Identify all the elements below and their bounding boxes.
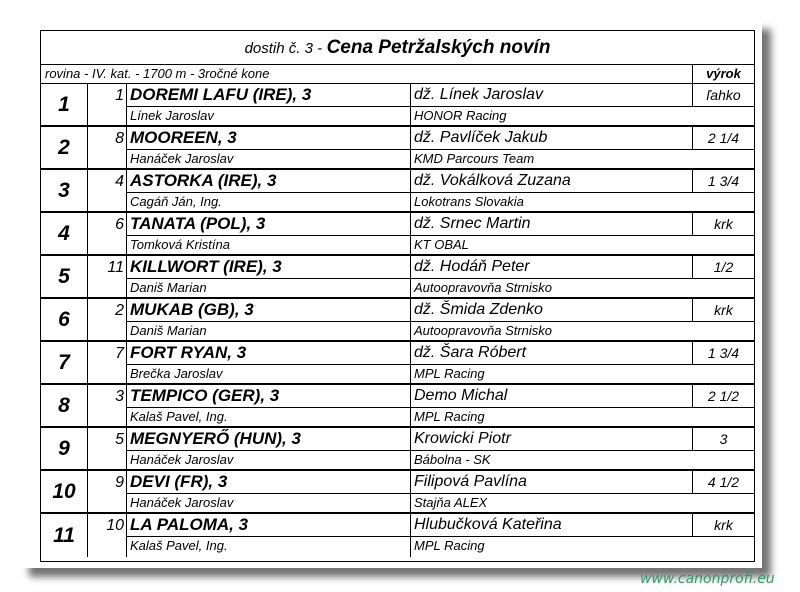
entry-main-line bbox=[127, 213, 754, 236]
owner-name: MPL Racing bbox=[414, 366, 485, 381]
owner-name: Bábolna - SK bbox=[414, 452, 491, 467]
race-title-name: Cena Petržalských novín bbox=[326, 37, 551, 58]
jockey-name: dž. Pavlíček Jakub bbox=[411, 127, 693, 149]
jockey-name: dž. Srnec Martin bbox=[411, 213, 693, 235]
place: 6 bbox=[41, 299, 88, 340]
winning-margin: 3 bbox=[719, 431, 728, 447]
owner-name: Lokotrans Slovakia bbox=[414, 194, 524, 209]
table-row bbox=[41, 471, 754, 514]
results-table bbox=[40, 30, 755, 562]
winning-margin: krk bbox=[714, 302, 733, 318]
place: 4 bbox=[41, 213, 88, 254]
start-number: 11 bbox=[88, 256, 127, 297]
results-sheet bbox=[20, 20, 762, 568]
table-row bbox=[41, 256, 754, 299]
entry-main-line bbox=[127, 428, 754, 451]
winning-margin: 2 1/4 bbox=[707, 130, 740, 146]
horse-name: ASTORKA (IRE), 3 bbox=[127, 170, 411, 192]
entry-details bbox=[127, 127, 754, 168]
horse-name: TEMPICO (GER), 3 bbox=[127, 385, 411, 407]
place: 2 bbox=[41, 127, 88, 168]
race-conditions: rovina - IV. kat. - 1700 m - 3ročné kone bbox=[41, 65, 693, 83]
entry-details bbox=[127, 342, 754, 383]
table-row bbox=[41, 299, 754, 342]
horse-name: MOOREEN, 3 bbox=[127, 127, 411, 149]
trainer-name: Hanáček Jaroslav bbox=[127, 451, 411, 469]
winning-margin: 1/2 bbox=[713, 259, 734, 275]
owner-name: MPL Racing bbox=[414, 538, 485, 553]
place: 3 bbox=[41, 170, 88, 211]
owner-name: KT OBAL bbox=[414, 237, 469, 252]
place: 1 bbox=[41, 84, 88, 125]
start-number: 8 bbox=[88, 127, 127, 168]
trainer-name: Cagáň Ján, Ing. bbox=[127, 193, 411, 211]
entry-main-line bbox=[127, 342, 754, 365]
owner-name: Stajňa ALEX bbox=[414, 495, 488, 510]
horse-name: LA PALOMA, 3 bbox=[127, 514, 411, 536]
jockey-name: dž. Šmida Zdenko bbox=[411, 299, 693, 321]
race-title bbox=[41, 31, 754, 65]
margin-header: výrok bbox=[706, 66, 741, 81]
start-number: 6 bbox=[88, 213, 127, 254]
entry-sub-line bbox=[127, 408, 754, 426]
entry-main-line bbox=[127, 84, 754, 107]
entry-sub-line bbox=[127, 193, 754, 211]
trainer-name: Daniš Marian bbox=[127, 279, 411, 297]
start-number: 5 bbox=[88, 428, 127, 469]
table-row bbox=[41, 84, 754, 127]
start-number: 3 bbox=[88, 385, 127, 426]
place: 11 bbox=[41, 514, 88, 557]
start-number: 4 bbox=[88, 170, 127, 211]
entry-main-line bbox=[127, 256, 754, 279]
entry-sub-line bbox=[127, 365, 754, 383]
trainer-name: Tomková Kristína bbox=[127, 236, 411, 254]
entry-sub-line bbox=[127, 150, 754, 168]
trainer-name: Daniš Marian bbox=[127, 322, 411, 340]
owner-name: KMD Parcours Team bbox=[414, 151, 535, 166]
entry-main-line bbox=[127, 299, 754, 322]
owner-name: HONOR Racing bbox=[414, 108, 507, 123]
owner-name: Autoopravovňa Strnisko bbox=[414, 323, 553, 338]
table-row bbox=[41, 342, 754, 385]
start-number: 10 bbox=[88, 514, 127, 557]
horse-name: DEVI (FR), 3 bbox=[127, 471, 411, 493]
trainer-name: Brečka Jaroslav bbox=[127, 365, 411, 383]
table-row bbox=[41, 170, 754, 213]
entry-details bbox=[127, 428, 754, 469]
entry-sub-line bbox=[127, 236, 754, 254]
place: 5 bbox=[41, 256, 88, 297]
entry-main-line bbox=[127, 471, 754, 494]
entry-details bbox=[127, 514, 754, 557]
entry-sub-line bbox=[127, 451, 754, 469]
horse-name: MUKAB (GB), 3 bbox=[127, 299, 411, 321]
start-number: 1 bbox=[88, 84, 127, 125]
horse-name: TANATA (POL), 3 bbox=[127, 213, 411, 235]
entry-main-line bbox=[127, 385, 754, 408]
entry-sub-line bbox=[127, 279, 754, 297]
trainer-name: Kalaš Pavel, Ing. bbox=[127, 408, 411, 426]
table-row bbox=[41, 127, 754, 170]
jockey-name: dž. Šara Róbert bbox=[411, 342, 693, 364]
entry-details bbox=[127, 256, 754, 297]
winning-margin: 1 3/4 bbox=[707, 173, 740, 189]
entry-main-line bbox=[127, 127, 754, 150]
watermark: www.canonprofi.eu bbox=[640, 571, 775, 587]
entry-sub-line bbox=[127, 537, 754, 557]
horse-name: KILLWORT (IRE), 3 bbox=[127, 256, 411, 278]
entry-sub-line bbox=[127, 107, 754, 125]
winning-margin: krk bbox=[714, 517, 733, 533]
entry-details bbox=[127, 84, 754, 125]
horse-name: MEGNYERŐ (HUN), 3 bbox=[127, 428, 411, 450]
jockey-name: Krowicki Piotr bbox=[411, 428, 693, 450]
entry-sub-line bbox=[127, 322, 754, 340]
jockey-name: dž. Vokálková Zuzana bbox=[411, 170, 693, 192]
jockey-name: Demo Michal bbox=[411, 385, 693, 407]
trainer-name: Kalaš Pavel, Ing. bbox=[127, 537, 411, 557]
trainer-name: Línek Jaroslav bbox=[127, 107, 411, 125]
jockey-name: dž. Hodáň Peter bbox=[411, 256, 693, 278]
table-row bbox=[41, 514, 754, 557]
trainer-name: Hanáček Jaroslav bbox=[127, 494, 411, 512]
trainer-name: Hanáček Jaroslav bbox=[127, 150, 411, 168]
place: 9 bbox=[41, 428, 88, 469]
winning-margin: 4 1/2 bbox=[707, 474, 740, 490]
jockey-name: Hlubučková Kateřina bbox=[411, 514, 693, 536]
place: 8 bbox=[41, 385, 88, 426]
owner-name: MPL Racing bbox=[414, 409, 485, 424]
entries-list bbox=[41, 84, 754, 557]
start-number: 2 bbox=[88, 299, 127, 340]
entry-details bbox=[127, 385, 754, 426]
place: 7 bbox=[41, 342, 88, 383]
table-row bbox=[41, 385, 754, 428]
table-row bbox=[41, 213, 754, 256]
winning-margin: krk bbox=[714, 216, 733, 232]
place: 10 bbox=[41, 471, 88, 512]
table-row bbox=[41, 428, 754, 471]
entry-details bbox=[127, 471, 754, 512]
entry-main-line bbox=[127, 514, 754, 537]
start-number: 9 bbox=[88, 471, 127, 512]
race-title-prefix: dostih č. 3 - bbox=[244, 40, 323, 57]
race-conditions-row bbox=[41, 65, 754, 84]
winning-margin: 2 1/2 bbox=[707, 388, 740, 404]
entry-sub-line bbox=[127, 494, 754, 512]
horse-name: FORT RYAN, 3 bbox=[127, 342, 411, 364]
jockey-name: dž. Línek Jaroslav bbox=[411, 84, 693, 106]
owner-name: Autoopravovňa Strnisko bbox=[414, 280, 553, 295]
entry-details bbox=[127, 299, 754, 340]
horse-name: DOREMI LAFU (IRE), 3 bbox=[127, 84, 411, 106]
start-number: 7 bbox=[88, 342, 127, 383]
entry-main-line bbox=[127, 170, 754, 193]
winning-margin: ľahko bbox=[706, 87, 741, 103]
entry-details bbox=[127, 213, 754, 254]
winning-margin: 1 3/4 bbox=[707, 345, 740, 361]
jockey-name: Filipová Pavlína bbox=[411, 471, 693, 493]
entry-details bbox=[127, 170, 754, 211]
